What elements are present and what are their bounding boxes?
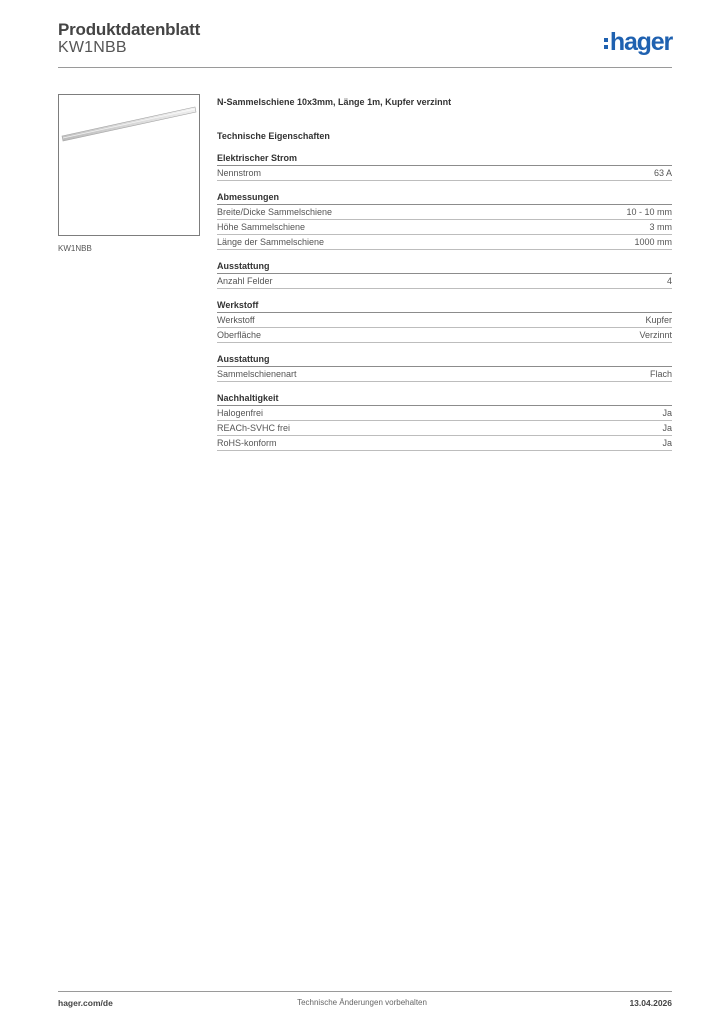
property-label: Halogenfrei (217, 408, 264, 418)
property-section (217, 190, 672, 250)
property-row (217, 406, 672, 421)
product-code: KW1NBB (58, 39, 127, 56)
section-title: Ausstattung (217, 352, 672, 367)
property-value: 1000 mm (634, 237, 672, 247)
property-row (217, 274, 672, 289)
property-value: Ja (662, 438, 672, 448)
property-section (217, 298, 672, 343)
page-header (58, 20, 672, 68)
property-value: 4 (666, 276, 672, 286)
document-title: Produktdatenblatt (58, 20, 201, 39)
property-value: Verzinnt (639, 330, 672, 340)
section-title: Nachhaltigkeit (217, 391, 672, 406)
section-title: Elektrischer Strom (217, 151, 672, 166)
property-section (217, 352, 672, 382)
property-label: Nennstrom (217, 168, 262, 178)
image-caption: KW1NBB (58, 244, 92, 253)
property-label: Länge der Sammelschiene (217, 237, 325, 247)
property-value: Ja (662, 408, 672, 418)
section-title: Ausstattung (217, 259, 672, 274)
property-row (217, 436, 672, 451)
logo-colon-mark (604, 38, 608, 49)
property-label: Anzahl Felder (217, 276, 273, 286)
busbar-image (59, 95, 199, 235)
property-section (217, 151, 672, 181)
property-label: Breite/Dicke Sammelschiene (217, 207, 333, 217)
product-description: N-Sammelschiene 10x3mm, Länge 1m, Kupfer verzinnt (217, 97, 452, 107)
section-title: Werkstoff (217, 298, 672, 313)
property-section (217, 391, 672, 451)
property-row (217, 220, 672, 235)
property-row (217, 166, 672, 181)
property-value: Flach (649, 369, 672, 379)
property-row (217, 235, 672, 250)
property-label: Sammelschienenart (217, 369, 297, 379)
property-label: RoHS-konform (217, 438, 277, 448)
property-section (217, 259, 672, 289)
property-value: Ja (662, 423, 672, 433)
property-value: 3 mm (649, 222, 672, 232)
property-value: 10 - 10 mm (626, 207, 672, 217)
footer-website[interactable]: hager.com/de (58, 998, 113, 1008)
property-row (217, 205, 672, 220)
logo-text: hager (609, 28, 672, 56)
hager-logo (604, 29, 672, 55)
section-title: Abmessungen (217, 190, 672, 205)
header-divider (58, 67, 672, 68)
property-label: REACh-SVHC frei (217, 423, 291, 433)
properties-sections (217, 151, 672, 451)
footer-date: 13.04.2026 (629, 998, 672, 1008)
product-details (217, 95, 672, 451)
footer-notice: Technische Änderungen vorbehalten (297, 998, 427, 1007)
property-label: Höhe Sammelschiene (217, 222, 306, 232)
property-row (217, 313, 672, 328)
property-row (217, 328, 672, 343)
technical-properties-title: Technische Eigenschaften (217, 131, 330, 141)
property-label: Werkstoff (217, 315, 255, 325)
footer-divider (58, 991, 672, 992)
product-image-frame (58, 94, 200, 236)
property-label: Oberfläche (217, 330, 262, 340)
property-value: Kupfer (645, 315, 672, 325)
property-row (217, 367, 672, 382)
property-value: 63 A (653, 168, 672, 178)
property-row (217, 421, 672, 436)
